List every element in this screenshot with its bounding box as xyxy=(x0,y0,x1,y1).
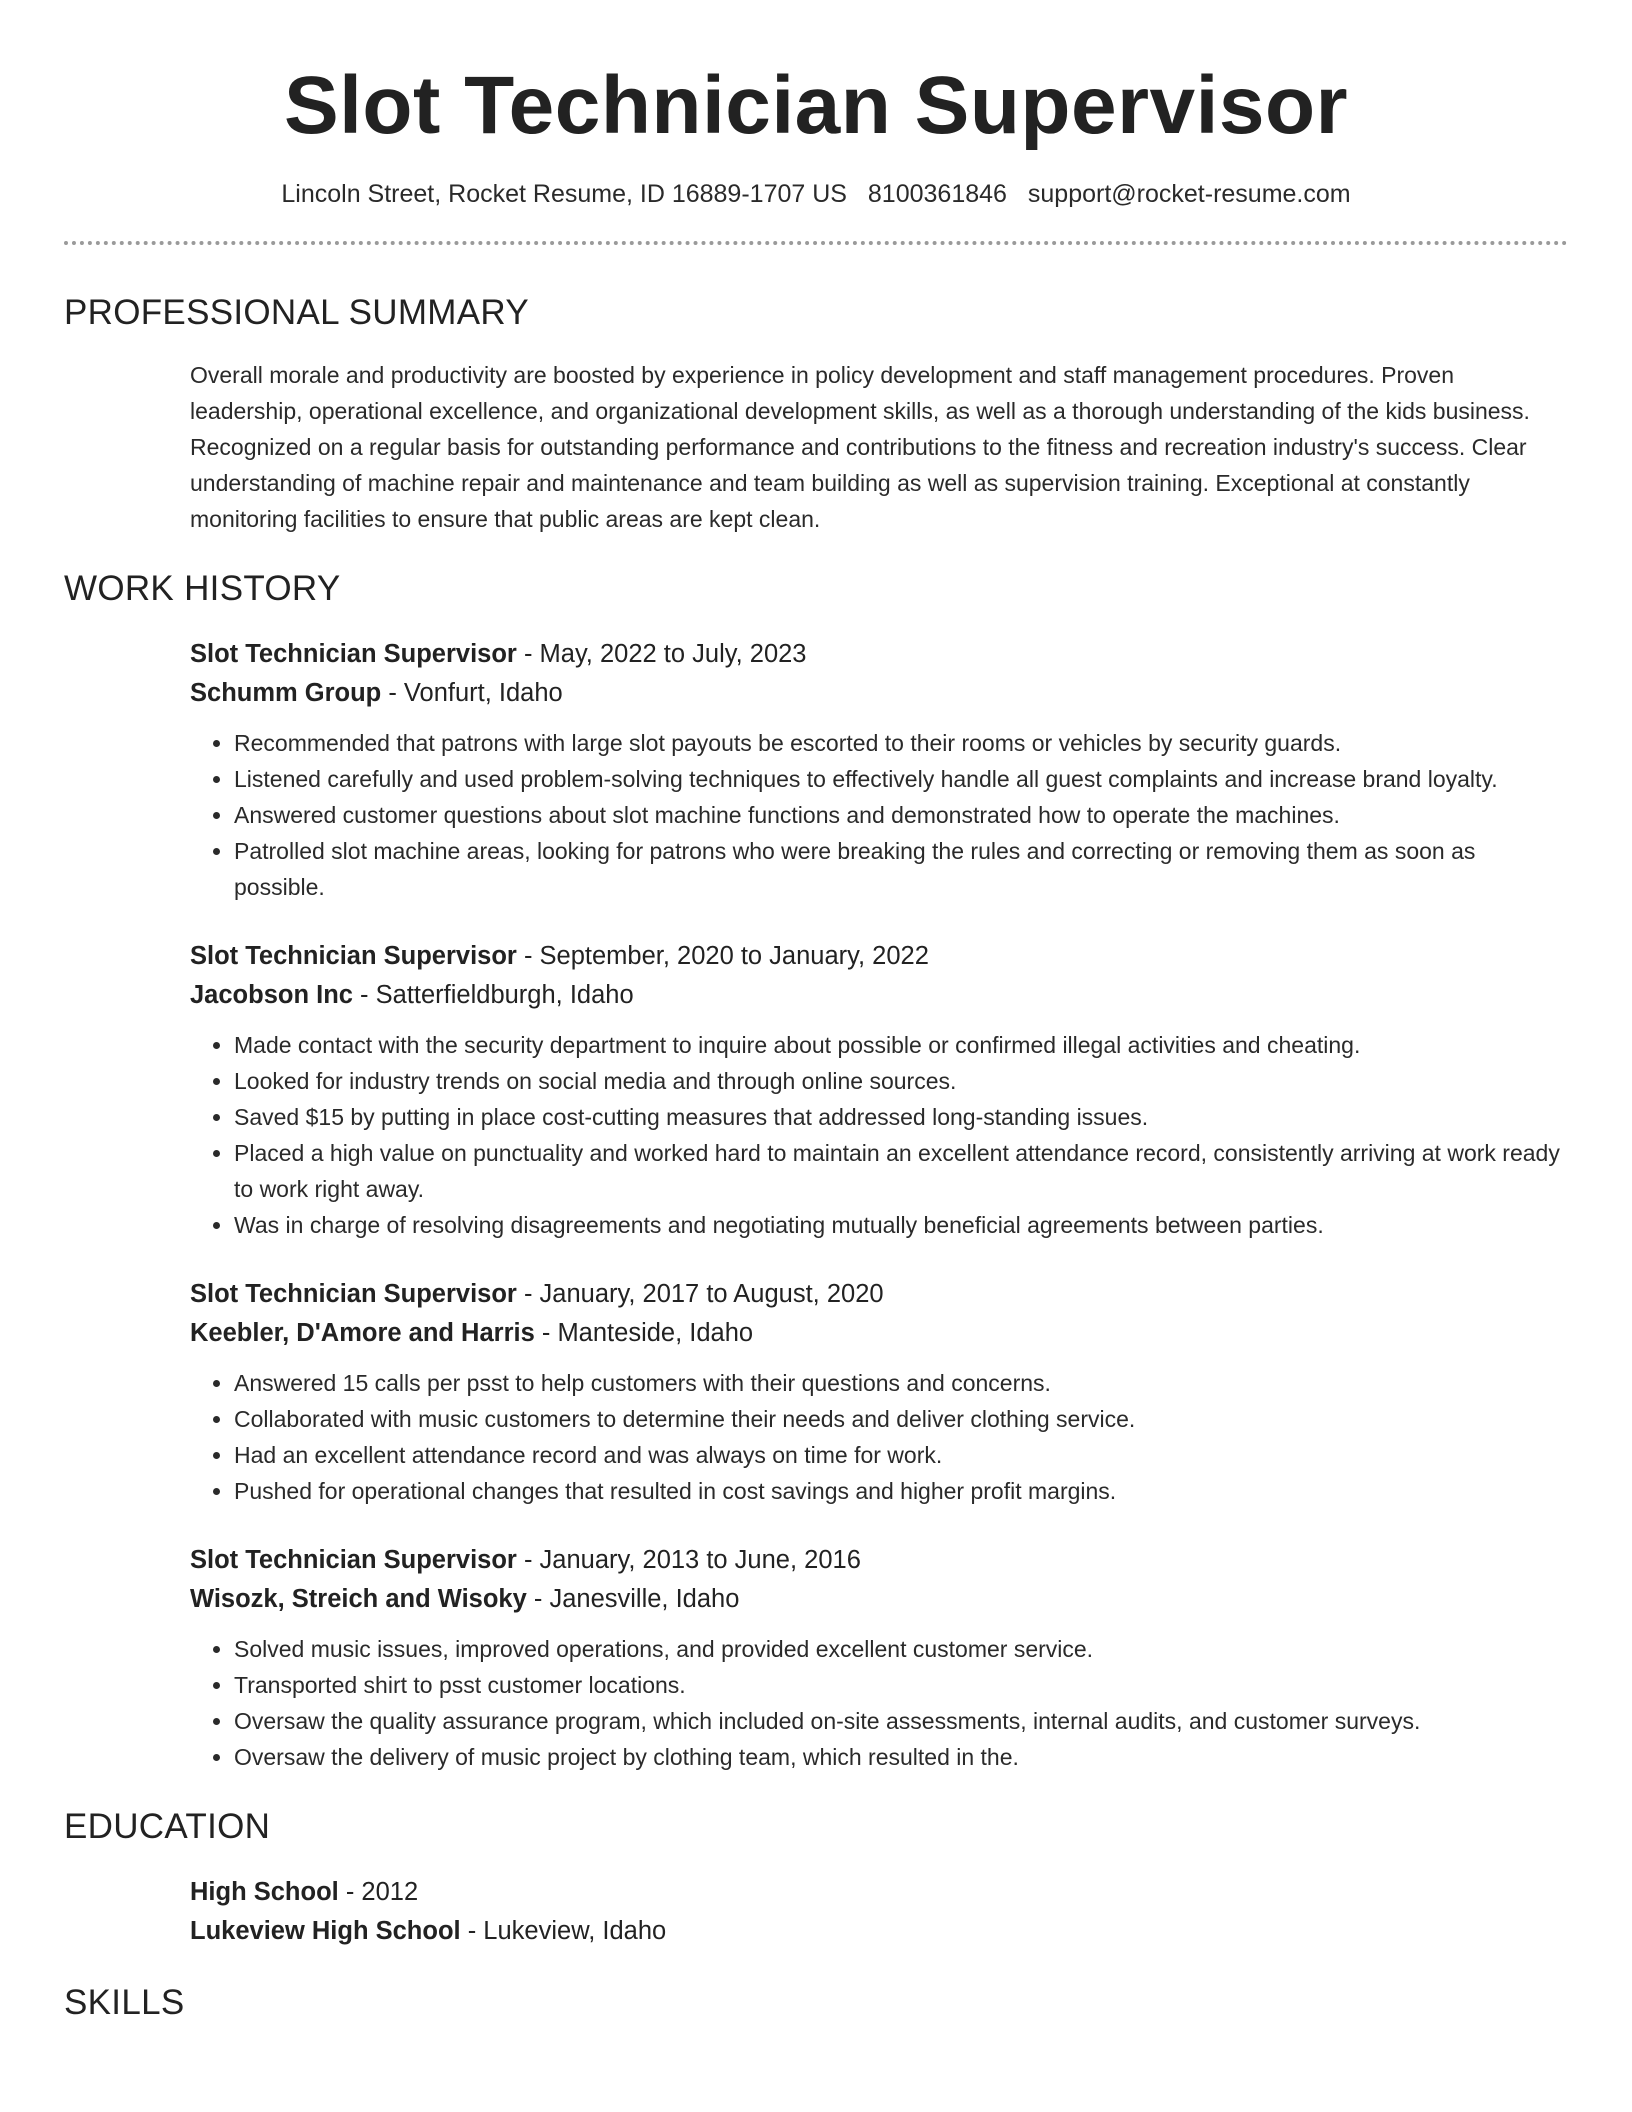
job-list xyxy=(190,635,1568,1775)
job-bullet: • Saved $15 by putting in place cost-cutting measures that addressed long-standing issues. xyxy=(234,1099,1568,1135)
job-bullet: • Recommended that patrons with large slot payouts be escorted to their rooms or vehicles by security guards. xyxy=(234,725,1568,761)
job-location: - Vonfurt, Idaho xyxy=(381,679,563,707)
job-bullet: • Collaborated with music customers to determine their needs and deliver clothing service. xyxy=(234,1401,1568,1437)
job-company: Keebler, D'Amore and Harris xyxy=(190,1319,535,1347)
education-year: - 2012 xyxy=(338,1878,419,1906)
resume-header xyxy=(64,0,1568,210)
contact-address: Lincoln Street, Rocket Resume, ID 16889-1707 US xyxy=(281,180,847,208)
job-dates: - January, 2013 to June, 2016 xyxy=(516,1546,861,1574)
contact-line xyxy=(64,178,1568,210)
education-school-line xyxy=(190,1912,1568,1951)
job-entry xyxy=(190,937,1568,1243)
job-entry xyxy=(190,1275,1568,1509)
job-bullet: • Answered customer questions about slot machine functions and demonstrated how to operate the machines. xyxy=(234,797,1568,833)
job-company: Schumm Group xyxy=(190,679,382,707)
job-bullet: • Patrolled slot machine areas, looking for patrons who were breaking the rules and correcting or removing them as soon as possible. xyxy=(234,833,1568,905)
job-bullet: • Placed a high value on punctuality and worked hard to maintain an excellent attendance record, consistently arriving at work ready to work right away. xyxy=(234,1135,1568,1207)
job-company-line xyxy=(190,1314,1568,1353)
job-company-line xyxy=(190,674,1568,713)
job-role: Slot Technician Supervisor xyxy=(190,1546,517,1574)
contact-email: support@rocket-resume.com xyxy=(1027,180,1351,208)
job-role: Slot Technician Supervisor xyxy=(190,1280,517,1308)
education-location: - Lukeview, Idaho xyxy=(460,1917,667,1945)
job-entry xyxy=(190,1541,1568,1775)
candidate-name: Slot Technician Supervisor xyxy=(283,60,1349,151)
job-title-line xyxy=(190,937,1568,976)
job-bullets xyxy=(190,725,1568,905)
job-title-line xyxy=(190,1275,1568,1314)
job-dates: - January, 2017 to August, 2020 xyxy=(516,1280,884,1308)
work-history-section xyxy=(64,567,1568,1775)
education-degree: High School xyxy=(190,1878,339,1906)
job-role: Slot Technician Supervisor xyxy=(190,942,517,970)
job-bullet: • Solved music issues, improved operations, and provided excellent customer service. xyxy=(234,1631,1568,1667)
skills-section xyxy=(64,1981,1568,2025)
job-bullet: • Had an excellent attendance record and was always on time for work. xyxy=(234,1437,1568,1473)
job-company-line xyxy=(190,1580,1568,1619)
job-company: Wisozk, Streich and Wisoky xyxy=(190,1585,527,1613)
work-history-heading: WORK HISTORY xyxy=(64,569,341,608)
job-bullets xyxy=(190,1631,1568,1775)
education-degree-line xyxy=(190,1873,1568,1912)
job-company: Jacobson Inc xyxy=(190,981,353,1009)
job-bullet: • Pushed for operational changes that resulted in cost savings and higher profit margins. xyxy=(234,1473,1568,1509)
job-company-line xyxy=(190,976,1568,1015)
job-entry xyxy=(190,635,1568,905)
education-section xyxy=(64,1805,1568,1951)
skills-heading: SKILLS xyxy=(64,1983,185,2022)
job-location: - Janesville, Idaho xyxy=(526,1585,740,1613)
education-school: Lukeview High School xyxy=(190,1917,461,1945)
job-bullet: • Listened carefully and used problem-solving techniques to effectively handle all guest complaints and increase brand loyalty. xyxy=(234,761,1568,797)
job-bullet: • Looked for industry trends on social media and through online sources. xyxy=(234,1063,1568,1099)
job-title-line xyxy=(190,635,1568,674)
education-entry xyxy=(190,1873,1568,1951)
contact-phone: 8100361846 xyxy=(867,180,1007,208)
job-bullet: • Was in charge of resolving disagreements and negotiating mutually beneficial agreements between parties. xyxy=(234,1207,1568,1243)
summary-section xyxy=(64,291,1568,537)
job-bullet: • Answered 15 calls per psst to help customers with their questions and concerns. xyxy=(234,1365,1568,1401)
job-location: - Satterfieldburgh, Idaho xyxy=(352,981,634,1009)
job-bullet: • Made contact with the security department to inquire about possible or confirmed illegal activities and cheating. xyxy=(234,1027,1568,1063)
job-bullet: • Transported shirt to psst customer locations. xyxy=(234,1667,1568,1703)
summary-text: Overall morale and productivity are boosted by experience in policy development and staff management procedures. Proven leadership, operational excellence, and organizational development skills, as well as a thorough understanding of the kids business. Recognized on a regular basis for outstanding performance and contributions to the fitness and recreation industry's success. Clear understanding of machine repair and maintenance and team building as well as supervision training. Exceptional at constantly monitoring facilities to ensure that public areas are kept clean. xyxy=(190,362,1530,532)
job-location: - Manteside, Idaho xyxy=(534,1319,754,1347)
job-bullets xyxy=(190,1027,1568,1243)
job-bullet: • Oversaw the quality assurance program, which included on-site assessments, internal audits, and customer surveys. xyxy=(234,1703,1568,1739)
job-bullets xyxy=(190,1365,1568,1509)
summary-heading: PROFESSIONAL SUMMARY xyxy=(64,293,529,332)
job-role: Slot Technician Supervisor xyxy=(190,640,517,668)
job-title-line xyxy=(190,1541,1568,1580)
education-heading: EDUCATION xyxy=(64,1807,271,1846)
job-bullet: • Oversaw the delivery of music project by clothing team, which resulted in the. xyxy=(234,1739,1568,1775)
job-dates: - May, 2022 to July, 2023 xyxy=(516,640,807,668)
job-dates: - September, 2020 to January, 2022 xyxy=(516,942,929,970)
header-divider xyxy=(64,241,1568,245)
